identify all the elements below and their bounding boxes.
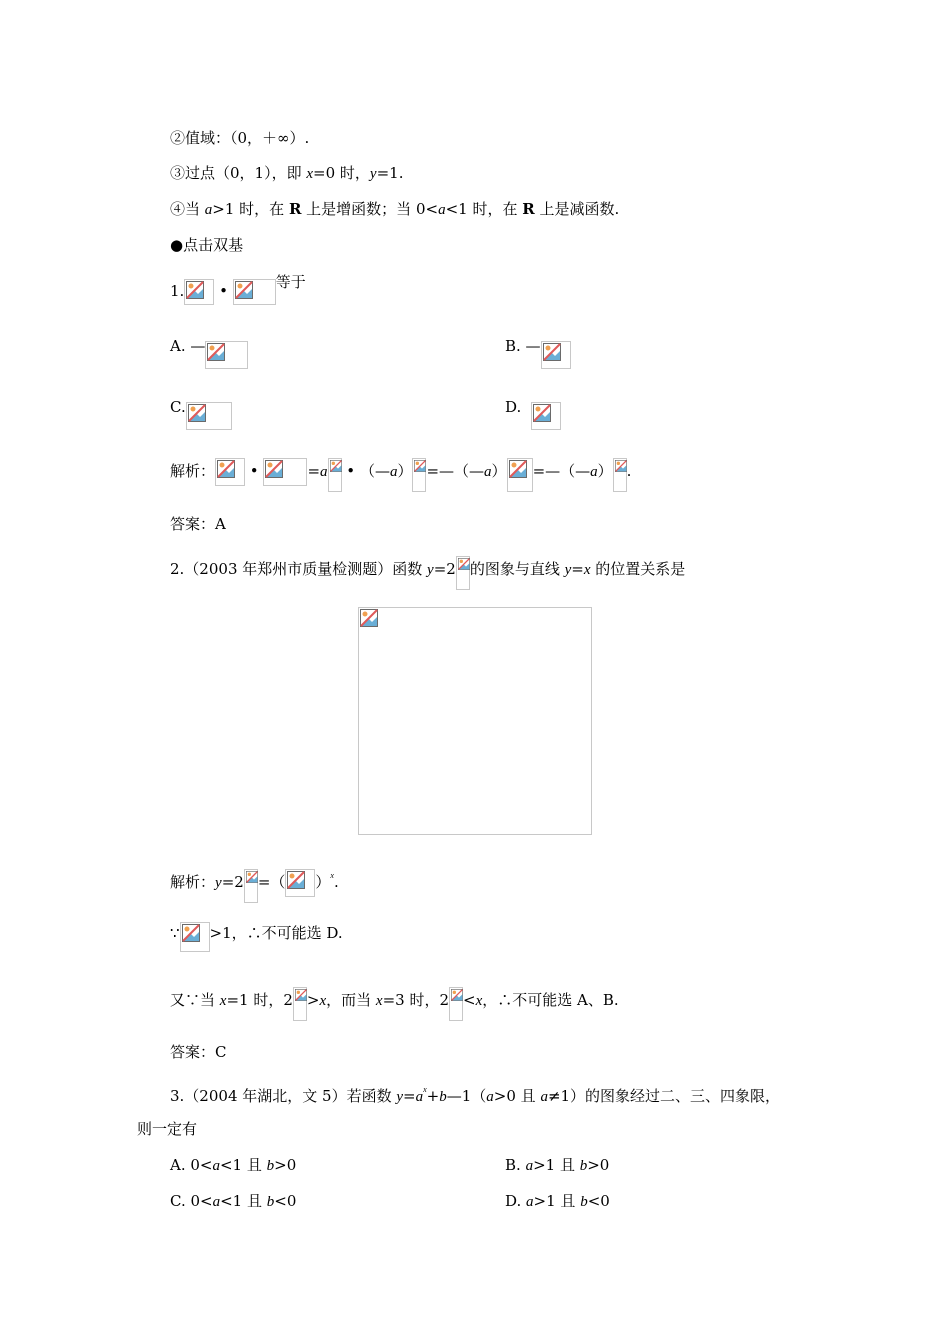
var-x: x bbox=[475, 993, 483, 1009]
var-a: a bbox=[415, 1089, 424, 1105]
text: =3 时，2 bbox=[382, 991, 450, 1009]
var-y: y bbox=[369, 166, 377, 182]
broken-image-icon bbox=[293, 987, 307, 1021]
text: D. bbox=[505, 1192, 527, 1210]
option-label: B. — bbox=[505, 337, 541, 355]
question-number: 1. bbox=[170, 282, 185, 300]
broken-image-icon bbox=[263, 458, 307, 486]
q3-option-b bbox=[505, 1155, 609, 1175]
q1-option-d bbox=[505, 397, 561, 417]
label: 解析： bbox=[170, 462, 216, 480]
text: <1 且 bbox=[219, 1156, 267, 1174]
text: =1. bbox=[376, 164, 404, 182]
text: =2 bbox=[433, 560, 456, 578]
dot: • bbox=[219, 282, 228, 300]
text: >1 且 bbox=[533, 1192, 581, 1210]
q1-option-a bbox=[170, 336, 248, 356]
text: >0 且 bbox=[493, 1087, 541, 1105]
broken-image-icon bbox=[180, 922, 210, 952]
text: . bbox=[626, 462, 632, 480]
var-a: a bbox=[212, 1158, 220, 1174]
q3-option-a bbox=[170, 1155, 296, 1175]
text: ） bbox=[397, 462, 413, 480]
text: ，∴不可能选 A、B. bbox=[482, 991, 619, 1009]
q3-stem-line2: 则一定有 bbox=[137, 1120, 198, 1138]
text: 3.（2004 年湖北，文 5）若函数 bbox=[170, 1087, 397, 1105]
text: >0 bbox=[274, 1156, 297, 1174]
q1-option-b bbox=[505, 336, 571, 356]
superscript-x: x bbox=[423, 1085, 427, 1094]
broken-image-icon bbox=[531, 402, 561, 430]
text: 上是减函数. bbox=[534, 200, 620, 218]
text: 等于 bbox=[275, 273, 306, 291]
text: —1（ bbox=[446, 1087, 487, 1105]
broken-image-icon bbox=[613, 458, 627, 492]
text: ③过点（0，1），即 bbox=[170, 164, 307, 182]
text: > bbox=[306, 991, 320, 1009]
property-point bbox=[170, 163, 403, 183]
text: ） bbox=[315, 873, 331, 891]
text: . bbox=[333, 873, 339, 891]
broken-image-icon bbox=[233, 279, 276, 305]
var-b: b bbox=[439, 1089, 447, 1105]
option-label: A. — bbox=[170, 337, 206, 355]
because-symbol: ∵ bbox=[170, 924, 180, 942]
var-a: a bbox=[526, 1194, 534, 1210]
dot: • bbox=[346, 462, 356, 480]
broken-image-icon bbox=[186, 402, 232, 430]
q2-because bbox=[170, 922, 343, 942]
var-a: a bbox=[204, 202, 213, 218]
text: ，而当 bbox=[326, 991, 376, 1009]
var-b: b bbox=[266, 1194, 275, 1210]
q3-option-d bbox=[505, 1191, 610, 1211]
var-x: x bbox=[219, 993, 227, 1009]
var-a: a bbox=[320, 464, 328, 480]
var-x: x bbox=[306, 166, 314, 182]
broken-image-icon bbox=[328, 458, 342, 492]
text: <0 bbox=[274, 1192, 297, 1210]
text: ） bbox=[597, 462, 613, 480]
option-label: D. bbox=[505, 398, 522, 416]
text: =（ bbox=[257, 873, 286, 891]
text: >0 bbox=[587, 1156, 610, 1174]
q2-also bbox=[170, 987, 619, 1007]
var-y: y bbox=[215, 875, 222, 891]
var-b: b bbox=[579, 1158, 588, 1174]
var-b: b bbox=[266, 1158, 275, 1174]
broken-image-icon bbox=[359, 608, 381, 630]
text: B. bbox=[505, 1156, 526, 1174]
var-a: a bbox=[484, 464, 492, 480]
text: 2.（2003 年郑州市质量检测题）函数 bbox=[170, 560, 428, 578]
broken-image-icon bbox=[244, 869, 258, 903]
var-y: y bbox=[564, 562, 572, 578]
text: 又∵当 bbox=[170, 991, 220, 1009]
text: <1 且 bbox=[220, 1192, 267, 1210]
text: >1 且 bbox=[533, 1156, 580, 1174]
text: C. 0< bbox=[170, 1192, 213, 1210]
var-a: a bbox=[212, 1194, 221, 1210]
q2-answer: 答案：C bbox=[170, 1043, 227, 1061]
text: =—（— bbox=[532, 462, 591, 480]
var-x: x bbox=[583, 562, 591, 578]
property-range: ②值域：（0，＋∞）. bbox=[170, 129, 310, 147]
text: <1 时，在 bbox=[445, 200, 523, 218]
var-a: a bbox=[525, 1158, 534, 1174]
var-a: a bbox=[486, 1089, 494, 1105]
property-monotonic bbox=[170, 199, 619, 219]
text: = bbox=[403, 1087, 416, 1105]
broken-image-icon bbox=[285, 869, 315, 897]
var-b: b bbox=[580, 1194, 588, 1210]
var-x: x bbox=[375, 993, 383, 1009]
option-label: C. bbox=[170, 398, 186, 416]
text: =1 时，2 bbox=[226, 991, 293, 1009]
text: = bbox=[307, 462, 321, 480]
text: A. 0< bbox=[170, 1156, 213, 1174]
var-y: y bbox=[427, 562, 434, 578]
text: ） bbox=[491, 462, 507, 480]
var-a: a bbox=[590, 464, 598, 480]
text: （— bbox=[359, 462, 390, 480]
broken-image-icon bbox=[541, 341, 571, 369]
dot: • bbox=[249, 462, 259, 480]
text: ④当 bbox=[170, 200, 205, 218]
q2-stem bbox=[170, 556, 685, 576]
set-R: R bbox=[288, 200, 302, 218]
text: =0 时， bbox=[313, 164, 370, 182]
broken-image-icon bbox=[205, 341, 248, 369]
text: 上是增函数；当 0< bbox=[301, 200, 439, 218]
broken-image-icon bbox=[449, 987, 463, 1021]
q3-option-c bbox=[170, 1191, 296, 1211]
broken-image-icon bbox=[184, 279, 214, 305]
text: = bbox=[571, 560, 584, 578]
q3-stem-line1 bbox=[170, 1080, 781, 1105]
label: 解析： bbox=[170, 873, 216, 891]
var-a: a bbox=[389, 464, 398, 480]
superscript-x: x bbox=[330, 871, 334, 880]
q1-answer: 答案：A bbox=[170, 515, 226, 533]
text: + bbox=[426, 1087, 440, 1105]
text: <0 bbox=[587, 1192, 610, 1210]
text: 的图象与直线 bbox=[469, 560, 565, 578]
q2-figure-placeholder bbox=[358, 607, 592, 835]
var-a: a bbox=[438, 202, 446, 218]
broken-image-icon bbox=[412, 458, 426, 492]
var-y: y bbox=[396, 1089, 404, 1105]
text: 的位置关系是 bbox=[590, 560, 686, 578]
text: ≠1）的图象经过二、三、四象限， bbox=[547, 1087, 781, 1105]
section-title: ●点击双基 bbox=[170, 236, 244, 254]
text: >1 时，在 bbox=[212, 200, 289, 218]
broken-image-icon bbox=[507, 458, 533, 492]
q1-stem bbox=[170, 272, 306, 306]
text: =—（— bbox=[426, 462, 485, 480]
broken-image-icon bbox=[215, 458, 245, 486]
var-a: a bbox=[540, 1089, 548, 1105]
set-R: R bbox=[522, 200, 535, 218]
q1-option-c bbox=[170, 397, 232, 417]
text: < bbox=[463, 991, 476, 1009]
q2-solution bbox=[170, 866, 339, 891]
text: =2 bbox=[221, 873, 244, 891]
q1-solution bbox=[170, 458, 631, 478]
broken-image-icon bbox=[456, 556, 470, 590]
var-x: x bbox=[319, 993, 327, 1009]
text: >1，∴不可能选 D. bbox=[209, 924, 343, 942]
